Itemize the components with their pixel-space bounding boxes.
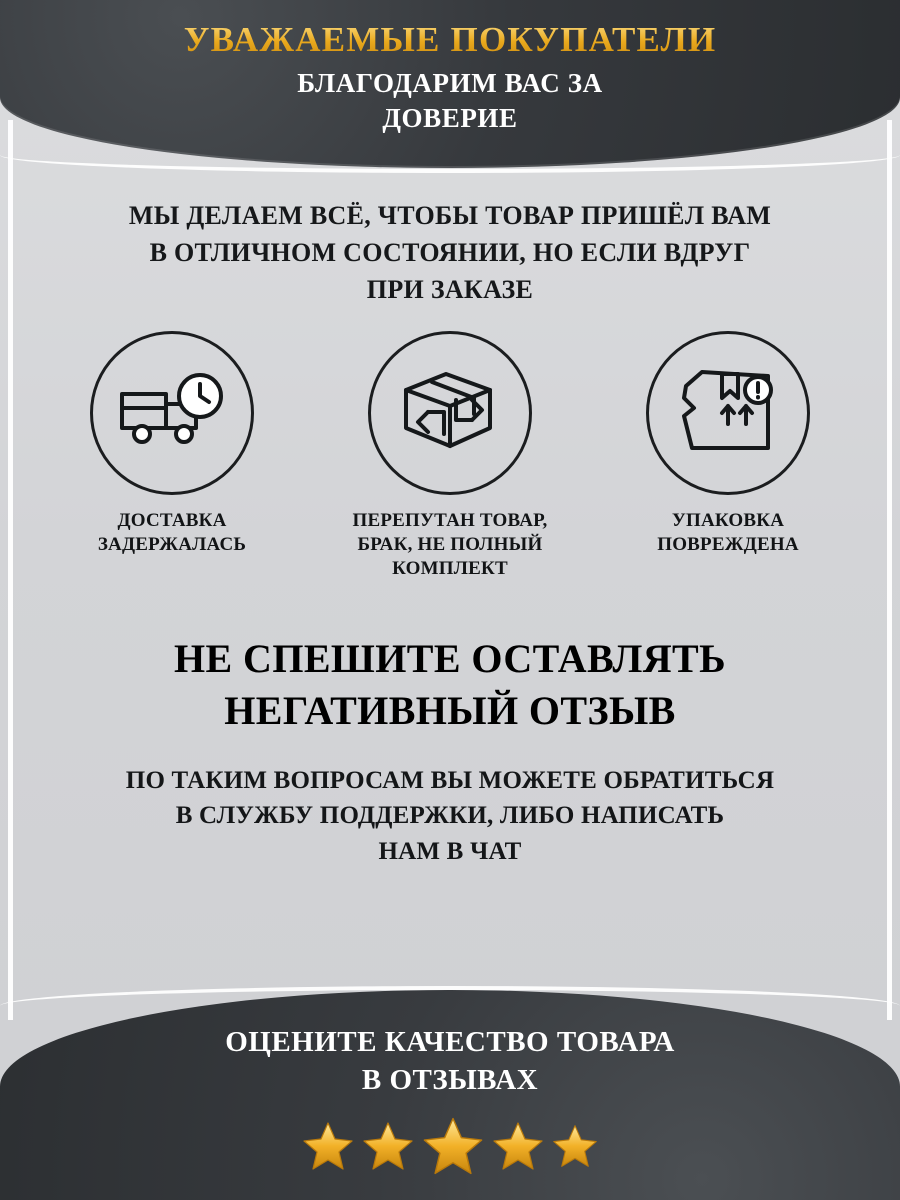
icon-caption-2-line-2: БРАК, НЕ ПОЛНЫЙ [357, 533, 543, 555]
icon-caption-1 [52, 509, 292, 557]
headline-line-2: НЕГАТИВНЫЙ ОТЗЫВ [224, 687, 676, 733]
header-banner [0, 0, 900, 168]
icon-circle-3 [646, 331, 810, 495]
icon-caption-3-line-1: УПАКОВКА [671, 509, 785, 531]
icon-row [0, 331, 900, 581]
icon-item-delivery-delayed [52, 331, 292, 557]
icon-item-wrong-product [330, 331, 570, 581]
icon-caption-1-line-1: ДОСТАВКА [117, 509, 227, 531]
support-line-2: В СЛУЖБУ ПОДДЕРЖКИ, ЛИБО НАПИСАТЬ [175, 802, 725, 830]
icon-caption-3 [608, 509, 848, 557]
icon-circle-2 [368, 331, 532, 495]
icon-caption-2 [330, 509, 570, 581]
lead-line-3: ПРИ ЗАКАЗЕ [366, 274, 534, 304]
header-gold-title: УВАЖАЕМЫЕ ПОКУПАТЕЛИ [0, 20, 900, 60]
truck-clock-icon [116, 368, 228, 457]
support-paragraph [50, 763, 850, 870]
lead-paragraph [70, 198, 830, 309]
icon-circle-1 [90, 331, 254, 495]
footer-banner [0, 990, 900, 1200]
support-line-1: ПО ТАКИМ ВОПРОСАМ ВЫ МОЖЕТЕ ОБРАТИТЬСЯ [125, 766, 775, 794]
main-content [0, 168, 900, 869]
icon-caption-2-line-1: ПЕРЕПУТАН ТОВАР, [352, 509, 548, 531]
footer-title [0, 1024, 900, 1099]
icon-caption-3-line-2: ПОВРЕЖДЕНА [657, 533, 799, 555]
footer-title-line-2: В ОТЗЫВАХ [361, 1063, 539, 1096]
icon-caption-2-line-3: КОМПЛЕКТ [392, 557, 508, 579]
footer-title-line-1: ОЦЕНИТЕ КАЧЕСТВО ТОВАРА [225, 1026, 675, 1058]
lead-line-1: МЫ ДЕЛАЕМ ВСЁ, ЧТОБЫ ТОВАР ПРИШЁЛ ВАМ [128, 201, 772, 230]
header-subtitle [0, 66, 900, 135]
star-rating [0, 1115, 900, 1182]
support-line-3: НАМ В ЧАТ [378, 837, 522, 865]
headline-line-1: НЕ СПЕШИТЕ ОСТАВЛЯТЬ [174, 635, 726, 681]
header-subtitle-line-2: ДОВЕРИЕ [382, 102, 518, 133]
damaged-package-icon [676, 364, 780, 461]
footer-content [0, 990, 900, 1182]
star-icon [492, 1120, 544, 1177]
star-icon [302, 1120, 354, 1177]
header-subtitle-line-1: БЛАГОДАРИМ ВАС ЗА [297, 68, 603, 99]
header-content [0, 0, 900, 135]
star-icon [362, 1120, 414, 1177]
star-icon [552, 1123, 598, 1174]
headline [60, 633, 840, 737]
icon-item-damaged-package [608, 331, 848, 557]
star-icon [422, 1115, 484, 1182]
box-return-arrow-icon [392, 364, 508, 461]
icon-caption-1-line-2: ЗАДЕРЖАЛАСЬ [97, 533, 247, 555]
lead-line-2: В ОТЛИЧНОМ СОСТОЯНИИ, НО ЕСЛИ ВДРУГ [149, 237, 751, 267]
